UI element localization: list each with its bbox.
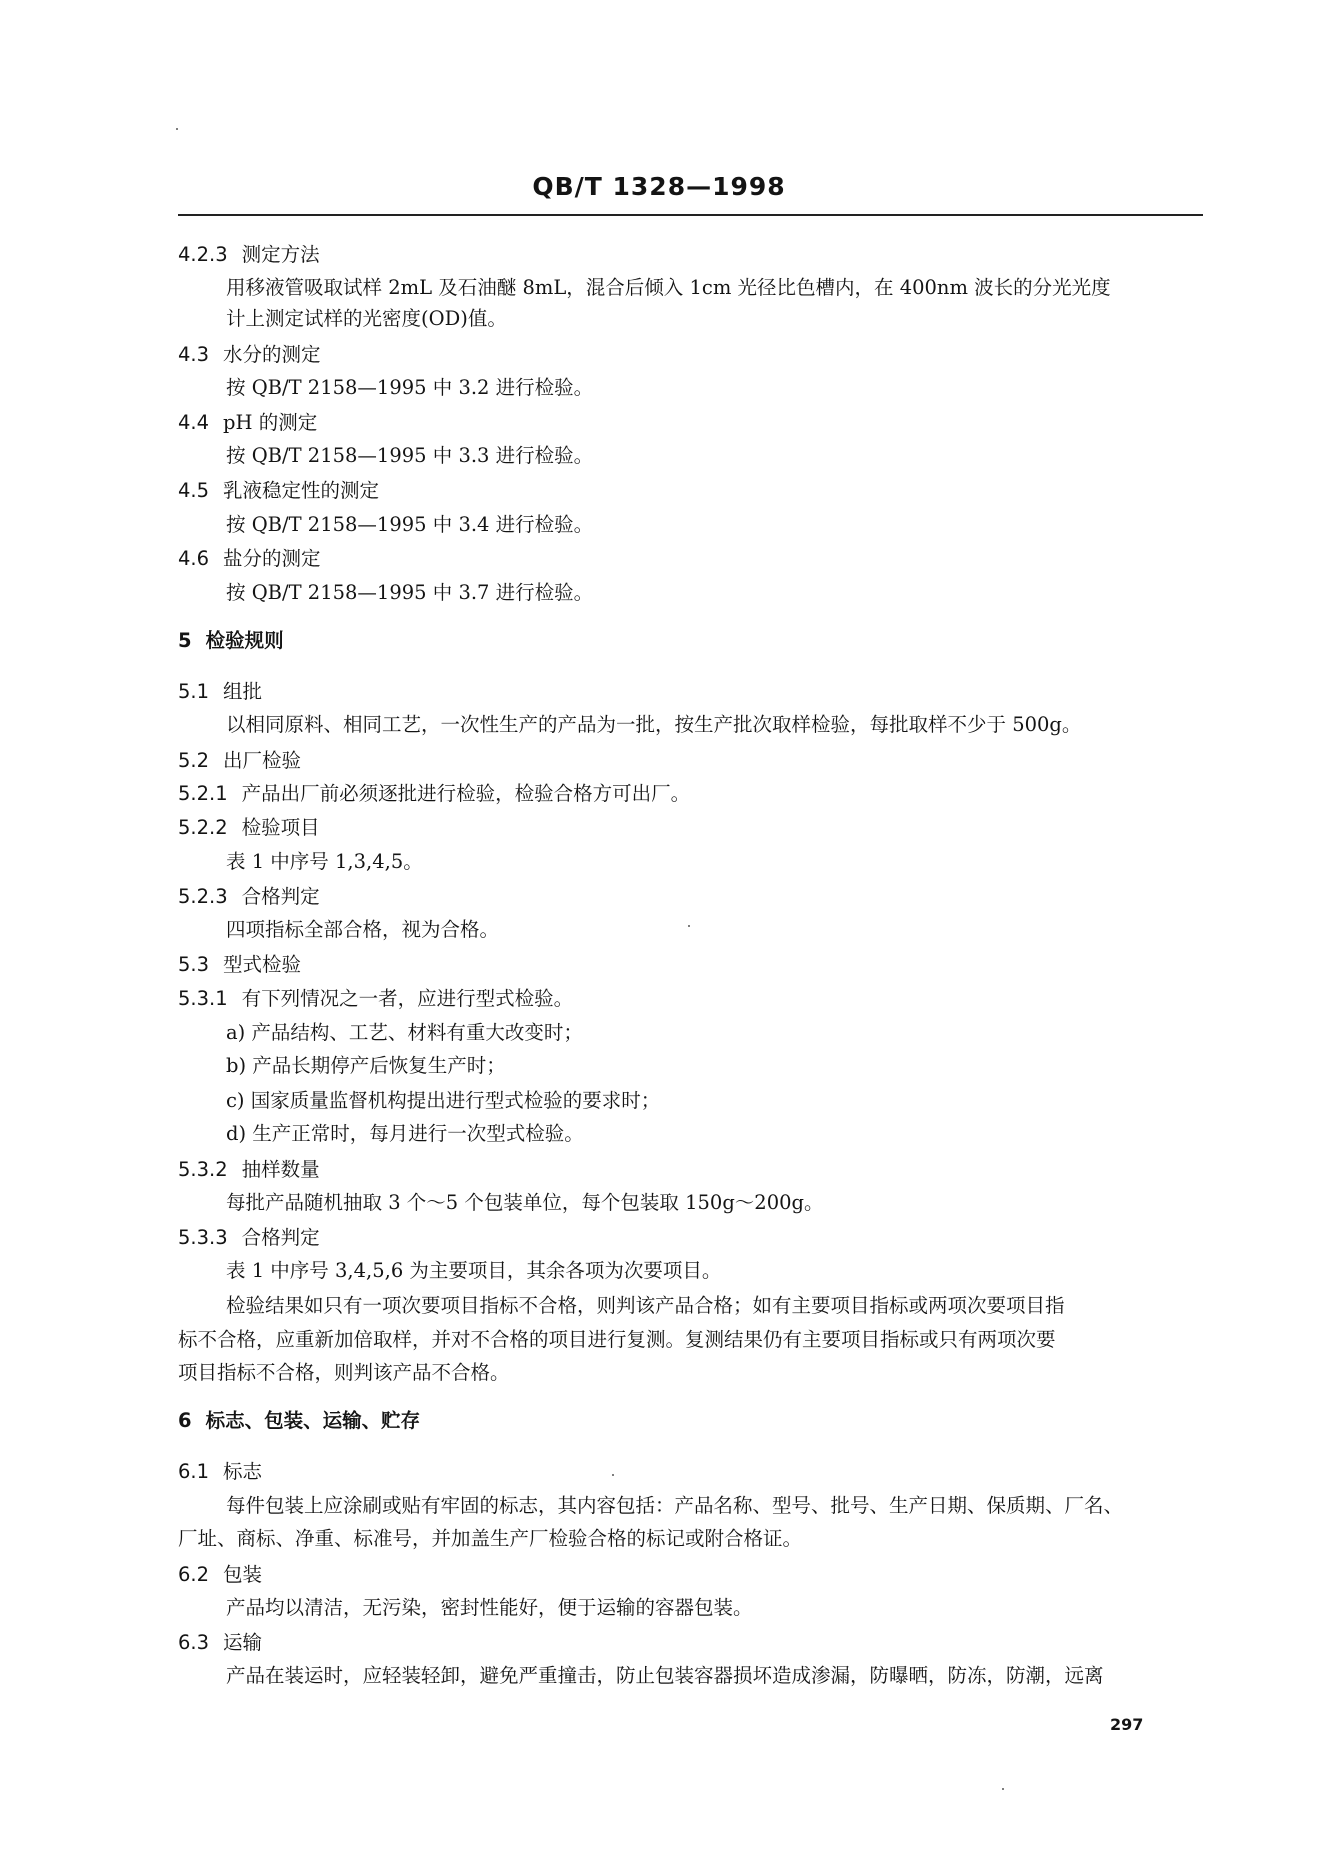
section-number: 5.2.1 bbox=[178, 782, 228, 805]
section-number: 4.2.3 bbox=[178, 243, 228, 266]
line-text: 四项指标全部合格，视为合格。 bbox=[226, 918, 500, 941]
section-number: 4.5 bbox=[178, 479, 210, 502]
line-text: d) 生产正常时，每月进行一次型式检验。 bbox=[226, 1122, 584, 1145]
section-title: 产品出厂前必须逐批进行检验，检验合格方可出厂。 bbox=[241, 782, 691, 805]
section-number: 6.2 bbox=[178, 1563, 210, 1586]
line-text: 以相同原料、相同工艺，一次性生产的产品为一批，按生产批次取样检验，每批取样不少于 500g。 bbox=[226, 713, 1082, 736]
section-heading bbox=[178, 1630, 262, 1656]
section-number: 5.2 bbox=[178, 749, 210, 772]
line-text: 按 QB/T 2158—1995 中 3.2 进行检验。 bbox=[226, 376, 594, 399]
paragraph-line bbox=[178, 1526, 802, 1552]
section-heading bbox=[178, 1459, 262, 1485]
section-number: 4.6 bbox=[178, 547, 210, 570]
section-title: 组批 bbox=[223, 680, 263, 703]
paragraph-line bbox=[178, 1360, 510, 1386]
paragraph-line bbox=[226, 1663, 1104, 1689]
line-text: b) 产品长期停产后恢复生产时； bbox=[226, 1054, 506, 1077]
paragraph-line bbox=[226, 917, 499, 943]
line-text: 检验结果如只有一项次要项目指标不合格，则判该产品合格；如有主要项目指标或两项次要项目指 bbox=[226, 1294, 1065, 1317]
paragraph-line bbox=[226, 712, 1081, 738]
line-text: 每批产品随机抽取 3 个～5 个包装单位，每个包装取 150g～200g。 bbox=[226, 1191, 824, 1214]
paragraph-line bbox=[226, 275, 1111, 301]
section-heading bbox=[178, 679, 262, 705]
line-text: 产品在装运时，应轻装轻卸，避免严重撞击，防止包装容器损坏造成渗漏，防曝晒，防冻，防潮，远离 bbox=[226, 1664, 1104, 1687]
section-number: 6 bbox=[178, 1409, 192, 1432]
section-heading bbox=[178, 1157, 320, 1183]
line-text: 表 1 中序号 3,4,5,6 为主要项目，其余各项为次要项目。 bbox=[226, 1259, 722, 1282]
section-title: 有下列情况之一者，应进行型式检验。 bbox=[241, 987, 574, 1010]
paragraph-line bbox=[226, 1595, 753, 1621]
page-header: QB/T 1328—1998 bbox=[532, 172, 786, 201]
paragraph-line bbox=[226, 1020, 583, 1046]
section-heading bbox=[178, 815, 320, 841]
section-number: 5.3.1 bbox=[178, 987, 228, 1010]
section-heading bbox=[178, 478, 379, 504]
section-heading bbox=[178, 546, 321, 572]
scan-speck bbox=[1002, 1788, 1004, 1790]
scan-speck bbox=[688, 925, 690, 927]
section-title: 乳液稳定性的测定 bbox=[223, 479, 380, 502]
section-title: 出厂检验 bbox=[223, 749, 302, 772]
paragraph-line bbox=[226, 849, 423, 875]
paragraph-line bbox=[226, 1190, 824, 1216]
section-title: 标志、包装、运输、贮存 bbox=[205, 1409, 421, 1432]
section-number: 4.4 bbox=[178, 411, 210, 434]
paragraph-line bbox=[226, 580, 593, 606]
section-heading bbox=[178, 342, 321, 368]
section-number: 5.1 bbox=[178, 680, 210, 703]
paragraph-line bbox=[226, 1293, 1065, 1319]
page-number: 297 bbox=[1110, 1715, 1144, 1734]
paragraph-line bbox=[226, 1258, 721, 1284]
line-text: 标不合格，应重新加倍取样，并对不合格的项目进行复测。复测结果仍有主要项目指标或只有两项次要 bbox=[178, 1328, 1056, 1351]
section-number: 5.2.2 bbox=[178, 816, 228, 839]
line-text: 表 1 中序号 1,3,4,5。 bbox=[226, 850, 423, 873]
section-title: pH 的测定 bbox=[223, 411, 318, 434]
section-number: 5.3 bbox=[178, 953, 210, 976]
section-title: 测定方法 bbox=[241, 243, 320, 266]
line-text: c) 国家质量监督机构提出进行型式检验的要求时； bbox=[226, 1089, 661, 1112]
paragraph-line bbox=[226, 443, 593, 469]
section-number: 6.1 bbox=[178, 1460, 210, 1483]
section-heading bbox=[178, 748, 301, 774]
section-heading bbox=[178, 410, 317, 436]
section-heading bbox=[178, 952, 301, 978]
section-title: 型式检验 bbox=[223, 953, 302, 976]
section-number: 5.2.3 bbox=[178, 885, 228, 908]
line-text: 厂址、商标、净重、标准号，并加盖生产厂检验合格的标记或附合格证。 bbox=[178, 1527, 803, 1550]
section-title: 合格判定 bbox=[241, 1226, 320, 1249]
line-text: 每件包装上应涂刷或贴有牢固的标志，其内容包括：产品名称、型号、批号、生产日期、保质期、厂名、 bbox=[226, 1494, 1124, 1517]
section-title: 水分的测定 bbox=[223, 343, 321, 366]
paragraph-line bbox=[226, 375, 593, 401]
section-title: 包装 bbox=[223, 1563, 263, 1586]
paragraph-line bbox=[178, 1327, 1056, 1353]
section-heading bbox=[178, 1225, 320, 1251]
section-heading bbox=[178, 628, 284, 654]
paragraph-line bbox=[226, 1053, 506, 1079]
section-number: 6.3 bbox=[178, 1631, 210, 1654]
line-text: a) 产品结构、工艺、材料有重大改变时； bbox=[226, 1021, 583, 1044]
scan-speck bbox=[612, 1474, 614, 1476]
section-heading bbox=[178, 884, 320, 910]
section-title: 合格判定 bbox=[241, 885, 320, 908]
line-text: 计上测定试样的光密度(OD)值。 bbox=[226, 307, 507, 330]
paragraph-line bbox=[226, 1493, 1123, 1519]
section-title: 盐分的测定 bbox=[223, 547, 321, 570]
paragraph-line bbox=[226, 306, 507, 332]
section-heading bbox=[178, 242, 320, 268]
line-text: 按 QB/T 2158—1995 中 3.3 进行检验。 bbox=[226, 444, 594, 467]
line-text: 按 QB/T 2158—1995 中 3.7 进行检验。 bbox=[226, 581, 594, 604]
section-title: 检验规则 bbox=[205, 629, 284, 652]
section-number: 5.3.2 bbox=[178, 1158, 228, 1181]
section-heading bbox=[178, 986, 573, 1012]
header-rule bbox=[178, 214, 1203, 216]
paragraph-line bbox=[226, 512, 593, 538]
section-number: 5.3.3 bbox=[178, 1226, 228, 1249]
line-text: 用移液管吸取试样 2mL 及石油醚 8mL，混合后倾入 1cm 光径比色槽内，在 400nm 波长的分光光度 bbox=[226, 276, 1111, 299]
section-heading bbox=[178, 1562, 262, 1588]
line-text: 产品均以清洁，无污染，密封性能好，便于运输的容器包装。 bbox=[226, 1596, 753, 1619]
line-text: 按 QB/T 2158—1995 中 3.4 进行检验。 bbox=[226, 513, 594, 536]
paragraph-line bbox=[226, 1121, 584, 1147]
section-heading bbox=[178, 1408, 420, 1434]
section-title: 检验项目 bbox=[241, 816, 320, 839]
section-number: 4.3 bbox=[178, 343, 210, 366]
paragraph-line bbox=[226, 1088, 660, 1114]
scan-speck bbox=[176, 128, 178, 130]
section-title: 抽样数量 bbox=[241, 1158, 320, 1181]
section-title: 标志 bbox=[223, 1460, 263, 1483]
section-heading bbox=[178, 781, 690, 807]
section-title: 运输 bbox=[223, 1631, 263, 1654]
line-text: 项目指标不合格，则判该产品不合格。 bbox=[178, 1361, 510, 1384]
section-number: 5 bbox=[178, 629, 192, 652]
